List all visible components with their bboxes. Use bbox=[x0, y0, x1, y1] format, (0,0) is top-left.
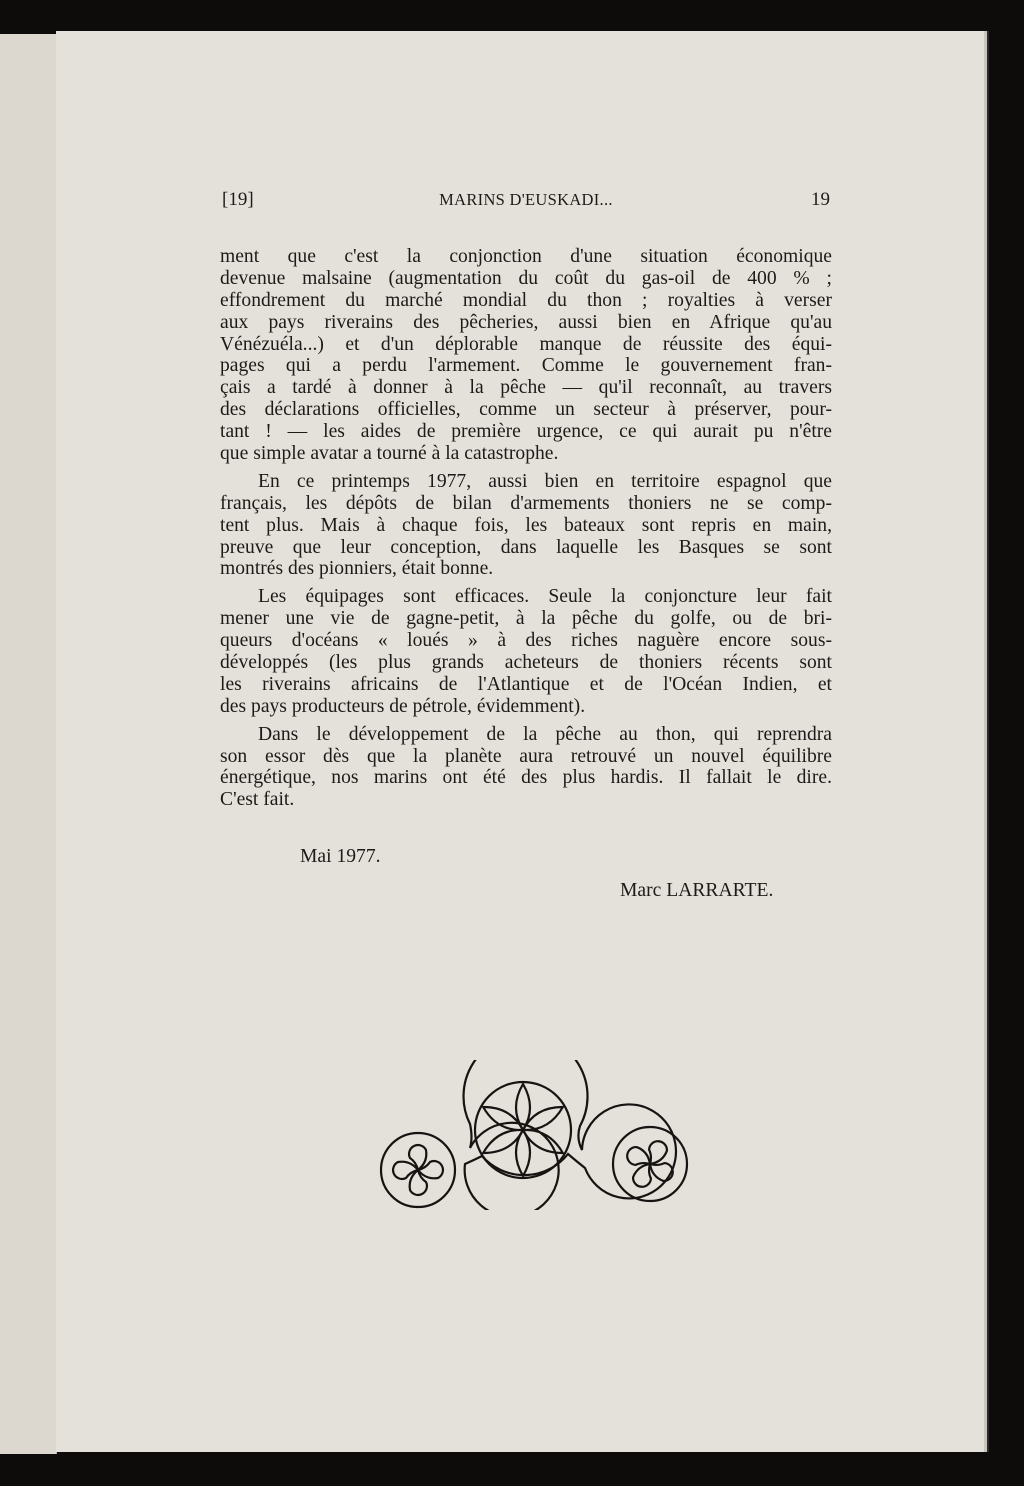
paragraph bbox=[220, 724, 832, 812]
text-line: des pays producteurs de pétrole, évidemment). bbox=[220, 695, 586, 717]
text-line: aux pays riverains des pêcheries, aussi bien en Afrique qu'au bbox=[220, 311, 832, 333]
text-line: Les équipages sont efficaces. Seule la conjoncture leur fait bbox=[258, 586, 832, 608]
text-line: queurs d'océans « loués » à des riches naguère encore sous- bbox=[220, 630, 832, 652]
text-line: Dans le développement de la pêche au thon, qui reprendra bbox=[258, 723, 832, 745]
basque-ornament-icon bbox=[370, 1060, 690, 1210]
text-line: tent plus. Mais à chaque fois, les bateaux sont repris en main, bbox=[220, 514, 832, 536]
dateline: Mai 1977. bbox=[300, 846, 381, 867]
running-title: MARINS D'EUSKADI... bbox=[439, 190, 613, 209]
paragraph bbox=[220, 586, 832, 717]
text-line: C'est fait. bbox=[220, 789, 295, 811]
paragraph bbox=[220, 471, 832, 580]
hexafoil-rosette-icon bbox=[480, 1084, 567, 1176]
text-line: les riverains africains de l'Atlantique et de l'Océan Indien, et bbox=[220, 673, 832, 695]
text-line: tant ! — les aides de première urgence, ce qui aurait pu n'être bbox=[220, 421, 832, 443]
text-line: montrés des pionniers, était bonne. bbox=[220, 558, 494, 580]
body-text bbox=[220, 246, 832, 817]
page-number: 19 bbox=[811, 189, 830, 210]
text-line: Vénézuéla...) et d'un déplorable manque de réussite des équi- bbox=[220, 333, 832, 355]
text-line: En ce printemps 1977, aussi bien en territoire espagnol que bbox=[258, 470, 832, 492]
text-line: mener une vie de gagne-petit, à la pêche du golfe, ou de bri- bbox=[220, 608, 832, 630]
text-line: preuve que leur conception, dans laquelle les Basques se sont bbox=[220, 536, 832, 558]
facing-page-edge bbox=[0, 34, 57, 1454]
text-line: devenue malsaine (augmentation du coût du gas-oil de 400 % ; bbox=[220, 267, 832, 289]
section-number: [19] bbox=[222, 189, 254, 210]
text-line: énergétique, nos marins ont été des plus hardis. Il fallait le dire. bbox=[220, 767, 832, 789]
text-line: ment que c'est la conjonction d'une situation économique bbox=[220, 246, 832, 267]
text-line: son essor dès que la planète aura retrouvé un nouvel équilibre bbox=[220, 745, 832, 767]
text-line: des déclarations officielles, comme un secteur à préserver, pour- bbox=[220, 399, 832, 421]
left-lauburu-icon bbox=[393, 1145, 443, 1195]
text-line: développés (les plus grands acheteurs de thoniers récents sont bbox=[220, 652, 832, 674]
text-line: que simple avatar a tourné à la catastrophe. bbox=[220, 443, 559, 465]
author-signature: Marc LARRARTE. bbox=[620, 880, 774, 901]
running-head bbox=[222, 189, 830, 213]
text-line: pages qui a perdu l'armement. Comme le gouvernement fran- bbox=[220, 355, 832, 377]
paragraph bbox=[220, 246, 832, 465]
text-line: effondrement du marché mondial du thon ; royalties à verser bbox=[220, 289, 832, 311]
text-line: français, les dépôts de bilan d'armements thoniers ne se comp- bbox=[220, 492, 832, 514]
text-line: çais a tardé à donner à la pêche — qu'il reconnaît, au travers bbox=[220, 377, 832, 399]
